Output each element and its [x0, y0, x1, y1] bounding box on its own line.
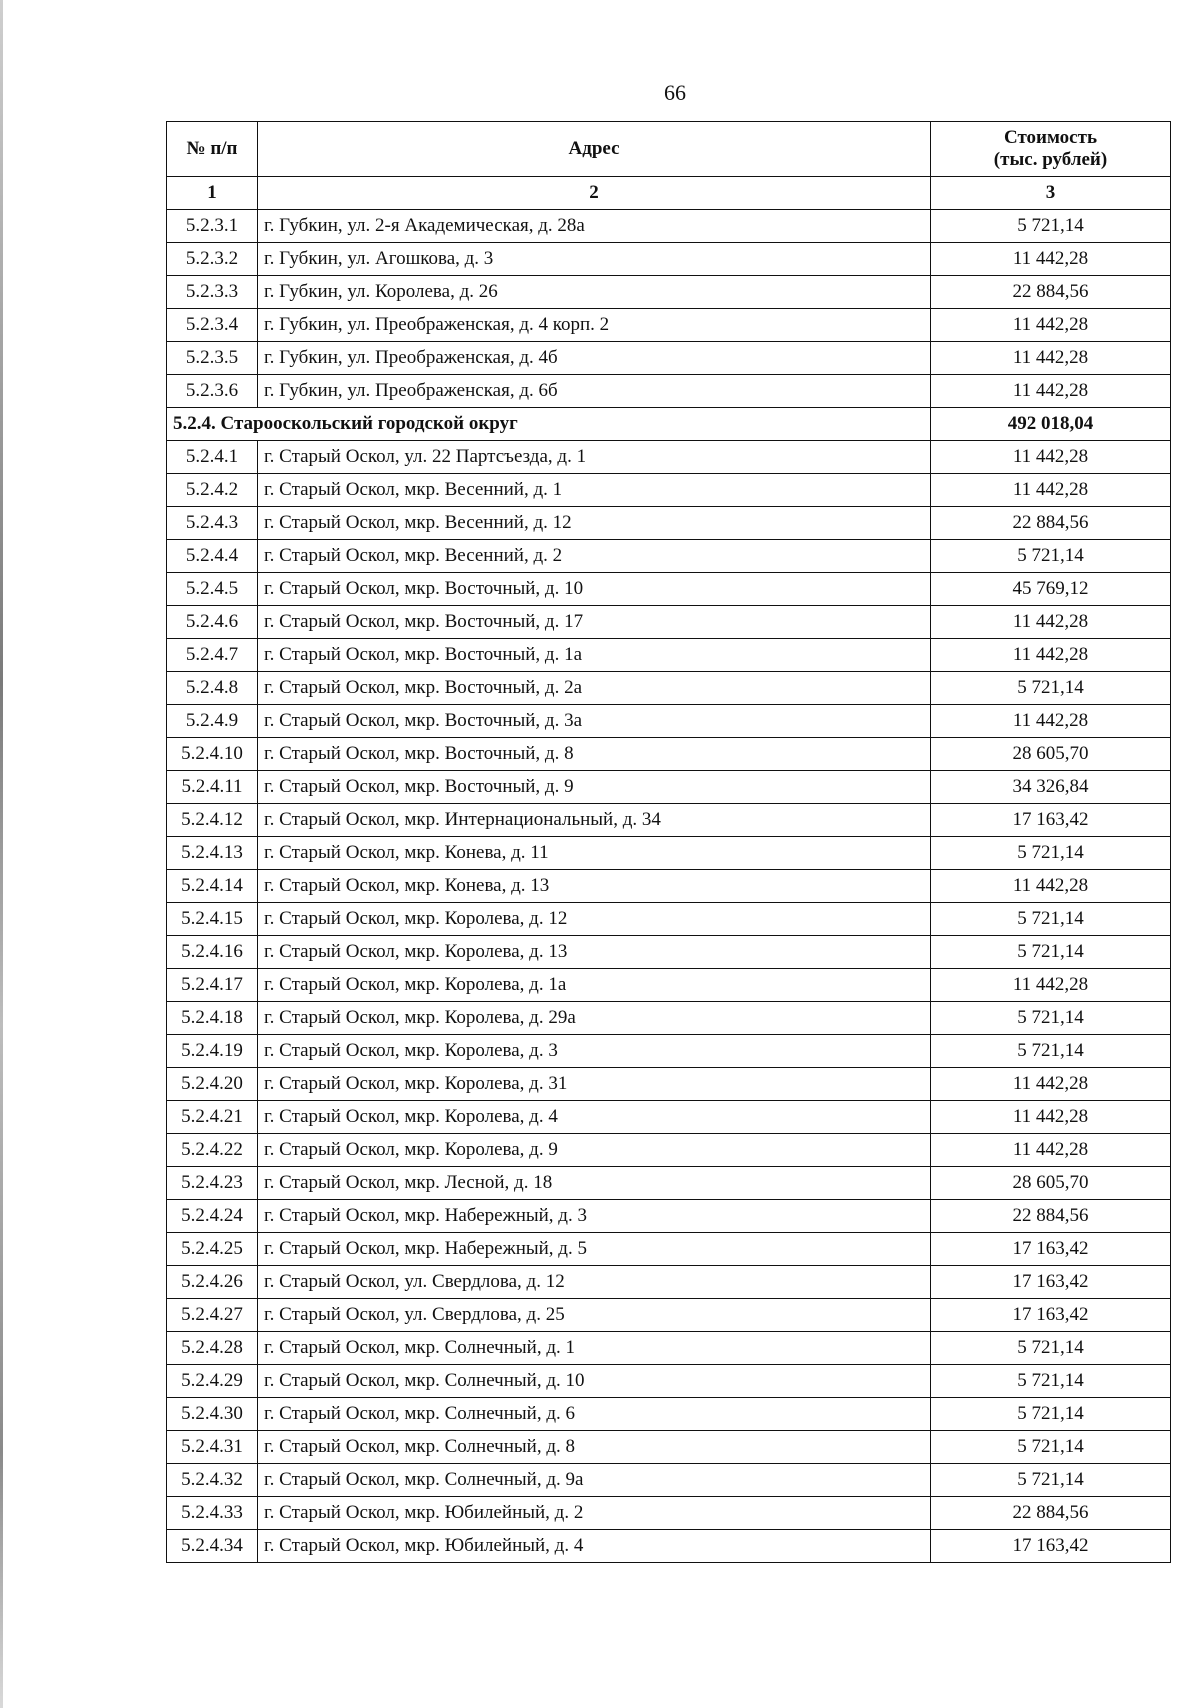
page-number: 66: [664, 80, 686, 105]
row-number: 5.2.4.8: [167, 672, 258, 705]
row-address: г. Старый Оскол, мкр. Королева, д. 29а: [258, 1002, 931, 1035]
table-row: [167, 1365, 1171, 1398]
row-address: г. Губкин, ул. Агошкова, д. 3: [258, 243, 931, 276]
table-row: [167, 375, 1171, 408]
table-row: [167, 1101, 1171, 1134]
row-address: г. Старый Оскол, мкр. Набережный, д. 5: [258, 1233, 931, 1266]
table-row: [167, 969, 1171, 1002]
table-row: [167, 342, 1171, 375]
row-number: 5.2.4.2: [167, 474, 258, 507]
row-number: 5.2.4.21: [167, 1101, 258, 1134]
row-number: 5.2.4.28: [167, 1332, 258, 1365]
row-address: г. Старый Оскол, мкр. Восточный, д. 3а: [258, 705, 931, 738]
row-address: г. Старый Оскол, мкр. Юбилейный, д. 4: [258, 1530, 931, 1563]
table-row: [167, 672, 1171, 705]
row-cost: 11 442,28: [931, 243, 1171, 276]
table-row: [167, 1002, 1171, 1035]
row-number: 5.2.4.3: [167, 507, 258, 540]
row-address: г. Старый Оскол, мкр. Королева, д. 12: [258, 903, 931, 936]
row-address: г. Старый Оскол, мкр. Солнечный, д. 6: [258, 1398, 931, 1431]
row-number: 5.2.4.14: [167, 870, 258, 903]
table-row: [167, 276, 1171, 309]
header-cost: [931, 122, 1171, 177]
row-cost: 22 884,56: [931, 1200, 1171, 1233]
table-row: [167, 1233, 1171, 1266]
row-address: г. Старый Оскол, мкр. Королева, д. 3: [258, 1035, 931, 1068]
row-number: 5.2.4.26: [167, 1266, 258, 1299]
row-address: г. Старый Оскол, мкр. Восточный, д. 8: [258, 738, 931, 771]
table-row: [167, 738, 1171, 771]
row-number: 5.2.4.4: [167, 540, 258, 573]
table-row: [167, 210, 1171, 243]
row-address: г. Старый Оскол, мкр. Набережный, д. 3: [258, 1200, 931, 1233]
row-number: 5.2.4.16: [167, 936, 258, 969]
table-row: [167, 441, 1171, 474]
table-header-row: [167, 122, 1171, 177]
row-cost: 17 163,42: [931, 1233, 1171, 1266]
table-row: [167, 507, 1171, 540]
row-cost: 5 721,14: [931, 936, 1171, 969]
row-cost: 11 442,28: [931, 342, 1171, 375]
row-cost: 11 442,28: [931, 309, 1171, 342]
row-cost: 5 721,14: [931, 672, 1171, 705]
table-row: [167, 1431, 1171, 1464]
row-number: 5.2.4.18: [167, 1002, 258, 1035]
row-cost: 11 442,28: [931, 441, 1171, 474]
row-cost: 5 721,14: [931, 1035, 1171, 1068]
row-cost: 11 442,28: [931, 606, 1171, 639]
row-number: 5.2.3.6: [167, 375, 258, 408]
row-cost: 17 163,42: [931, 1299, 1171, 1332]
row-number: 5.2.3.1: [167, 210, 258, 243]
row-cost: 17 163,42: [931, 1266, 1171, 1299]
table-row: [167, 474, 1171, 507]
row-address: г. Старый Оскол, мкр. Весенний, д. 2: [258, 540, 931, 573]
table-row: [167, 1200, 1171, 1233]
row-number: 5.2.4.23: [167, 1167, 258, 1200]
column-index-1: 1: [167, 177, 258, 210]
row-address: г. Старый Оскол, ул. Свердлова, д. 25: [258, 1299, 931, 1332]
row-cost: 5 721,14: [931, 1431, 1171, 1464]
row-address: г. Старый Оскол, мкр. Королева, д. 4: [258, 1101, 931, 1134]
row-cost: 11 442,28: [931, 474, 1171, 507]
table-row: [167, 837, 1171, 870]
table-row: [167, 1134, 1171, 1167]
row-cost: 11 442,28: [931, 375, 1171, 408]
row-cost: 11 442,28: [931, 705, 1171, 738]
row-address: г. Старый Оскол, мкр. Королева, д. 1а: [258, 969, 931, 1002]
row-cost: 22 884,56: [931, 276, 1171, 309]
table-row: [167, 243, 1171, 276]
table-row: [167, 870, 1171, 903]
cost-table: [166, 121, 1171, 1563]
row-address: г. Старый Оскол, мкр. Интернациональный, д. 34: [258, 804, 931, 837]
row-number: 5.2.3.2: [167, 243, 258, 276]
row-number: 5.2.4.6: [167, 606, 258, 639]
row-number: 5.2.4.30: [167, 1398, 258, 1431]
section-block: [167, 408, 1171, 441]
table-row: [167, 936, 1171, 969]
row-number: 5.2.4.5: [167, 573, 258, 606]
header-cost-line1: Стоимость: [1003, 127, 1097, 149]
table-row: [167, 1035, 1171, 1068]
row-cost: 28 605,70: [931, 738, 1171, 771]
row-cost: 11 442,28: [931, 969, 1171, 1002]
table-row: [167, 1266, 1171, 1299]
row-address: г. Старый Оскол, мкр. Солнечный, д. 10: [258, 1365, 931, 1398]
row-address: г. Старый Оскол, мкр. Восточный, д. 9: [258, 771, 931, 804]
row-number: 5.2.3.4: [167, 309, 258, 342]
row-number: 5.2.4.13: [167, 837, 258, 870]
row-cost: 17 163,42: [931, 1530, 1171, 1563]
row-cost: 11 442,28: [931, 639, 1171, 672]
table-row: [167, 639, 1171, 672]
table-row: [167, 1497, 1171, 1530]
row-number: 5.2.4.24: [167, 1200, 258, 1233]
section-title: 5.2.4. Старооскольский городской округ: [167, 408, 931, 441]
header-address: Адрес: [258, 122, 931, 177]
table-row: [167, 540, 1171, 573]
row-number: 5.2.4.10: [167, 738, 258, 771]
row-address: г. Старый Оскол, мкр. Конева, д. 13: [258, 870, 931, 903]
row-address: г. Губкин, ул. 2-я Академическая, д. 28а: [258, 210, 931, 243]
row-address: г. Старый Оскол, мкр. Восточный, д. 2а: [258, 672, 931, 705]
row-number: 5.2.4.25: [167, 1233, 258, 1266]
row-number: 5.2.4.33: [167, 1497, 258, 1530]
table-row: [167, 1464, 1171, 1497]
table-row: [167, 309, 1171, 342]
table-row: [167, 1398, 1171, 1431]
table-row: [167, 1299, 1171, 1332]
row-cost: 11 442,28: [931, 1134, 1171, 1167]
section-row: [167, 408, 1171, 441]
table-row: [167, 573, 1171, 606]
row-cost: 28 605,70: [931, 1167, 1171, 1200]
row-cost: 11 442,28: [931, 1101, 1171, 1134]
row-cost: 11 442,28: [931, 1068, 1171, 1101]
row-address: г. Губкин, ул. Королева, д. 26: [258, 276, 931, 309]
column-index-2: 2: [258, 177, 931, 210]
table-row: [167, 1530, 1171, 1563]
row-address: г. Старый Оскол, мкр. Солнечный, д. 8: [258, 1431, 931, 1464]
row-address: г. Старый Оскол, мкр. Весенний, д. 1: [258, 474, 931, 507]
header-num: № п/п: [167, 122, 258, 177]
row-cost: 5 721,14: [931, 903, 1171, 936]
row-number: 5.2.4.22: [167, 1134, 258, 1167]
row-address: г. Старый Оскол, мкр. Королева, д. 13: [258, 936, 931, 969]
row-address: г. Старый Оскол, мкр. Лесной, д. 18: [258, 1167, 931, 1200]
column-index-row: [167, 177, 1171, 210]
row-number: 5.2.4.31: [167, 1431, 258, 1464]
row-address: г. Старый Оскол, мкр. Юбилейный, д. 2: [258, 1497, 931, 1530]
table-row: [167, 804, 1171, 837]
scan-edge: [0, 0, 3, 1708]
row-address: г. Старый Оскол, мкр. Королева, д. 31: [258, 1068, 931, 1101]
rows-after-section: [167, 441, 1171, 1563]
row-cost: 17 163,42: [931, 804, 1171, 837]
row-number: 5.2.4.34: [167, 1530, 258, 1563]
row-cost: 5 721,14: [931, 540, 1171, 573]
row-number: 5.2.4.19: [167, 1035, 258, 1068]
row-number: 5.2.4.9: [167, 705, 258, 738]
row-address: г. Старый Оскол, мкр. Солнечный, д. 9а: [258, 1464, 931, 1497]
row-number: 5.2.4.20: [167, 1068, 258, 1101]
row-cost: 45 769,12: [931, 573, 1171, 606]
row-address: г. Губкин, ул. Преображенская, д. 6б: [258, 375, 931, 408]
row-cost: 5 721,14: [931, 210, 1171, 243]
row-number: 5.2.4.32: [167, 1464, 258, 1497]
row-address: г. Старый Оскол, мкр. Восточный, д. 17: [258, 606, 931, 639]
row-cost: 5 721,14: [931, 1002, 1171, 1035]
table-row: [167, 771, 1171, 804]
row-cost: 11 442,28: [931, 870, 1171, 903]
row-cost: 22 884,56: [931, 507, 1171, 540]
row-cost: 5 721,14: [931, 1332, 1171, 1365]
row-cost: 22 884,56: [931, 1497, 1171, 1530]
table-row: [167, 903, 1171, 936]
row-address: г. Губкин, ул. Преображенская, д. 4 корп. 2: [258, 309, 931, 342]
header-cost-line2: (тыс. рублей): [993, 149, 1108, 170]
row-number: 5.2.4.29: [167, 1365, 258, 1398]
row-number: 5.2.4.12: [167, 804, 258, 837]
rows-before-section: [167, 210, 1171, 408]
row-address: г. Старый Оскол, мкр. Солнечный, д. 1: [258, 1332, 931, 1365]
row-address: г. Старый Оскол, мкр. Королева, д. 9: [258, 1134, 931, 1167]
section-total-cost: 492 018,04: [931, 408, 1171, 441]
table-row: [167, 606, 1171, 639]
table-row: [167, 705, 1171, 738]
row-cost: 5 721,14: [931, 1464, 1171, 1497]
row-address: г. Старый Оскол, мкр. Восточный, д. 1а: [258, 639, 931, 672]
row-cost: 34 326,84: [931, 771, 1171, 804]
row-number: 5.2.4.1: [167, 441, 258, 474]
row-address: г. Старый Оскол, мкр. Весенний, д. 12: [258, 507, 931, 540]
row-address: г. Старый Оскол, ул. 22 Партсъезда, д. 1: [258, 441, 931, 474]
row-cost: 5 721,14: [931, 1398, 1171, 1431]
column-index-3: 3: [931, 177, 1171, 210]
row-number: 5.2.4.27: [167, 1299, 258, 1332]
row-number: 5.2.3.3: [167, 276, 258, 309]
row-number: 5.2.4.11: [167, 771, 258, 804]
row-number: 5.2.4.17: [167, 969, 258, 1002]
table-row: [167, 1167, 1171, 1200]
row-address: г. Губкин, ул. Преображенская, д. 4б: [258, 342, 931, 375]
row-address: г. Старый Оскол, мкр. Восточный, д. 10: [258, 573, 931, 606]
row-number: 5.2.4.7: [167, 639, 258, 672]
row-address: г. Старый Оскол, ул. Свердлова, д. 12: [258, 1266, 931, 1299]
row-number: 5.2.3.5: [167, 342, 258, 375]
row-address: г. Старый Оскол, мкр. Конева, д. 11: [258, 837, 931, 870]
row-number: 5.2.4.15: [167, 903, 258, 936]
row-cost: 5 721,14: [931, 837, 1171, 870]
row-cost: 5 721,14: [931, 1365, 1171, 1398]
table-row: [167, 1068, 1171, 1101]
table-row: [167, 1332, 1171, 1365]
